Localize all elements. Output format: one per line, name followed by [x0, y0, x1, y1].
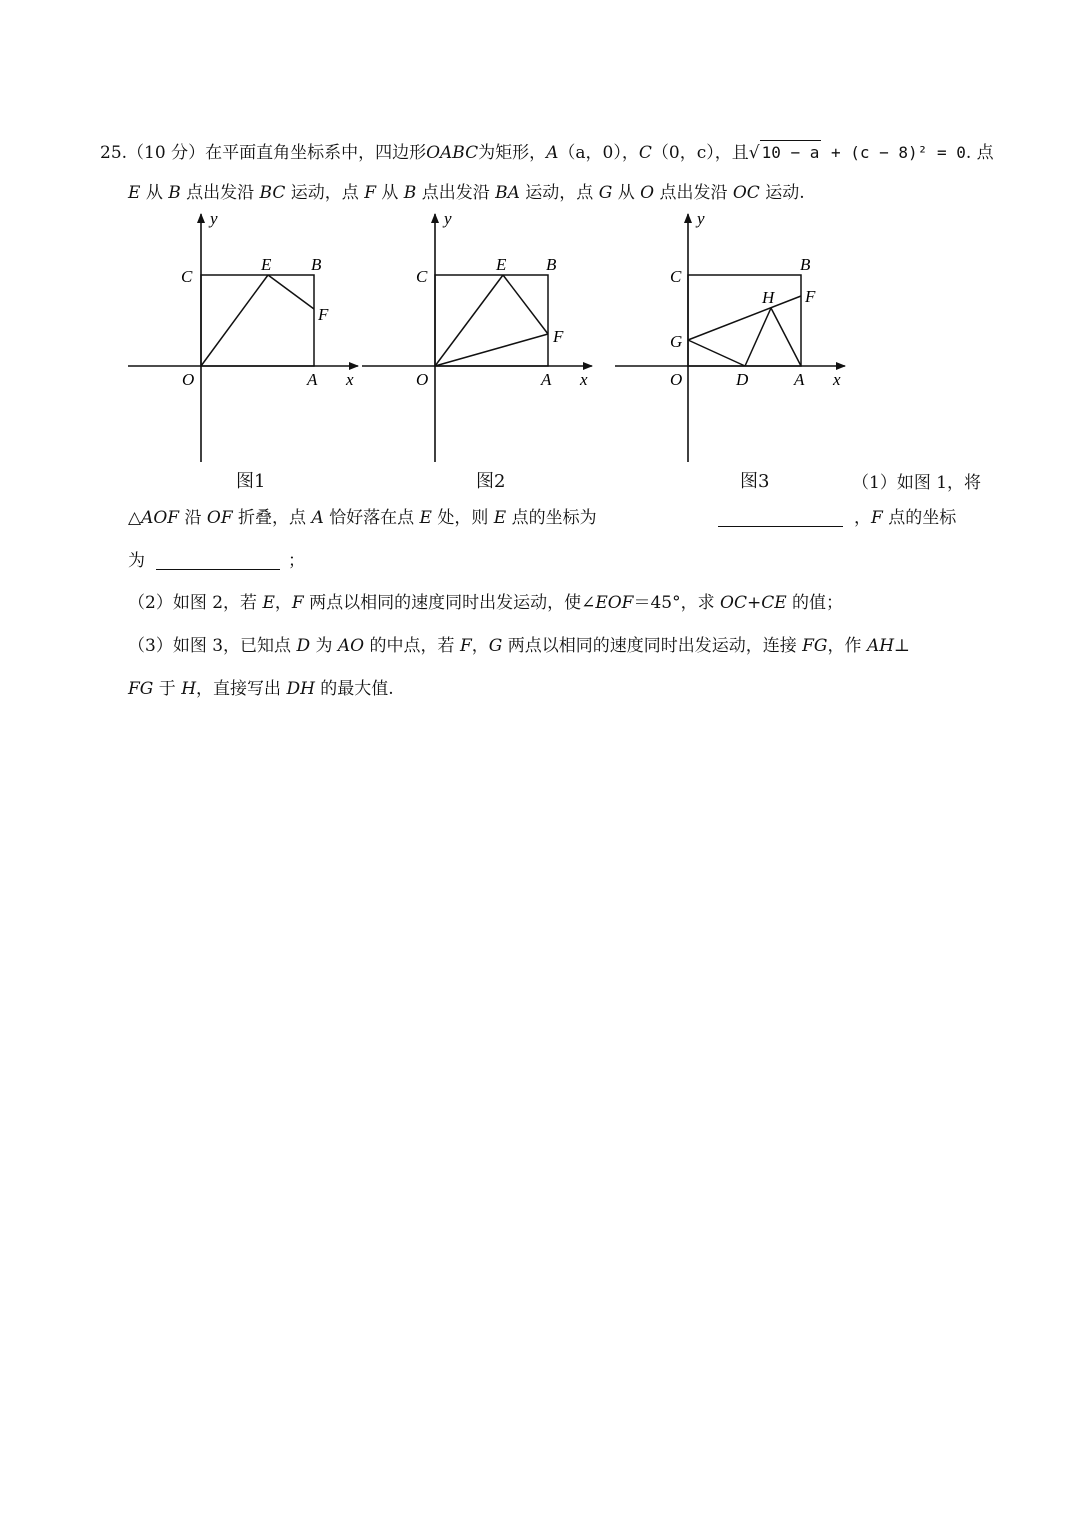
label-c: C	[181, 267, 193, 286]
part1-line-b-tail: ；	[288, 551, 305, 571]
rectangle-oabc	[435, 275, 548, 366]
problem-points: （10 分）	[127, 143, 206, 163]
label-b: B	[311, 255, 322, 274]
label-f: F	[318, 305, 329, 324]
label-o: O	[416, 370, 429, 389]
part2: （2）如图 2，若 E，F 两点以相同的速度同时出发运动，使∠EOF＝45°，求 OC+CE 的值；	[128, 593, 844, 613]
problem-stem-line-1: 25.（10 分）在平面直角坐标系中，四边形OABC为矩形，A（a，0），C（0，c），且√ 10 − a + (c − 8)² = 0. 点	[100, 140, 994, 165]
label-y: y	[444, 209, 452, 228]
label-b: B	[800, 255, 811, 274]
label-o: O	[182, 370, 195, 389]
label-x: x	[346, 370, 354, 389]
label-f: F	[553, 327, 564, 346]
segment-of	[435, 334, 548, 366]
label-a: A	[794, 370, 805, 389]
problem-stem-line-2: E 从 B 点出发沿 BC 运动，点 F 从 B 点出发沿 BA 运动，点 G 从 O 点出发沿 OC 运动.	[128, 183, 805, 203]
equation-rest: + (c − 8)² = 0	[821, 143, 966, 162]
problem-number: 25.	[100, 143, 128, 163]
part1-line-a-tail: ，F 点的坐标	[854, 508, 957, 528]
sqrt-expression: √ 10 − a	[749, 140, 822, 165]
label-d: D	[736, 370, 749, 389]
label-f: F	[805, 287, 816, 306]
label-x: x	[833, 370, 841, 389]
label-a: A	[307, 370, 318, 389]
label-b: B	[546, 255, 557, 274]
segment-ha	[771, 308, 801, 366]
caption-figure-1: 图1	[236, 471, 266, 492]
figure-3	[610, 205, 860, 470]
answer-blank-e-coordinate[interactable]	[718, 508, 843, 527]
caption-figure-3: 图3	[740, 471, 770, 492]
label-c: C	[416, 267, 428, 286]
caption-figure-2: 图2	[476, 471, 506, 492]
label-o: O	[670, 370, 683, 389]
segment-ef	[503, 275, 548, 334]
label-y: y	[210, 209, 218, 228]
segment-oe	[435, 275, 503, 366]
part3-line-2: FG 于 H，直接写出 DH 的最大值.	[128, 679, 394, 699]
figure-1	[120, 205, 370, 470]
label-c: C	[670, 267, 682, 286]
label-e: E	[496, 255, 507, 274]
part3-line-1: （3）如图 3，已知点 D 为 AO 的中点，若 F，G 两点以相同的速度同时出发运动，连接 FG，作 AH⊥	[128, 636, 911, 656]
part1-line-b: 为	[128, 551, 145, 571]
rectangle-oabc	[688, 275, 801, 366]
label-g: G	[670, 332, 683, 351]
figure-2	[355, 205, 605, 470]
segment-oe	[201, 275, 268, 366]
label-e: E	[261, 255, 272, 274]
part1-line-a: △AOF 沿 OF 折叠，点 A 恰好落在点 E 处，则 E 点的坐标为	[128, 508, 597, 528]
part1-lead: （1）如图 1，将	[852, 473, 982, 493]
label-a: A	[541, 370, 552, 389]
label-y: y	[697, 209, 705, 228]
label-x: x	[580, 370, 588, 389]
segment-gd	[688, 340, 745, 366]
label-h: H	[762, 288, 775, 307]
answer-blank-f-coordinate[interactable]	[156, 551, 280, 570]
segment-ef	[268, 275, 314, 309]
